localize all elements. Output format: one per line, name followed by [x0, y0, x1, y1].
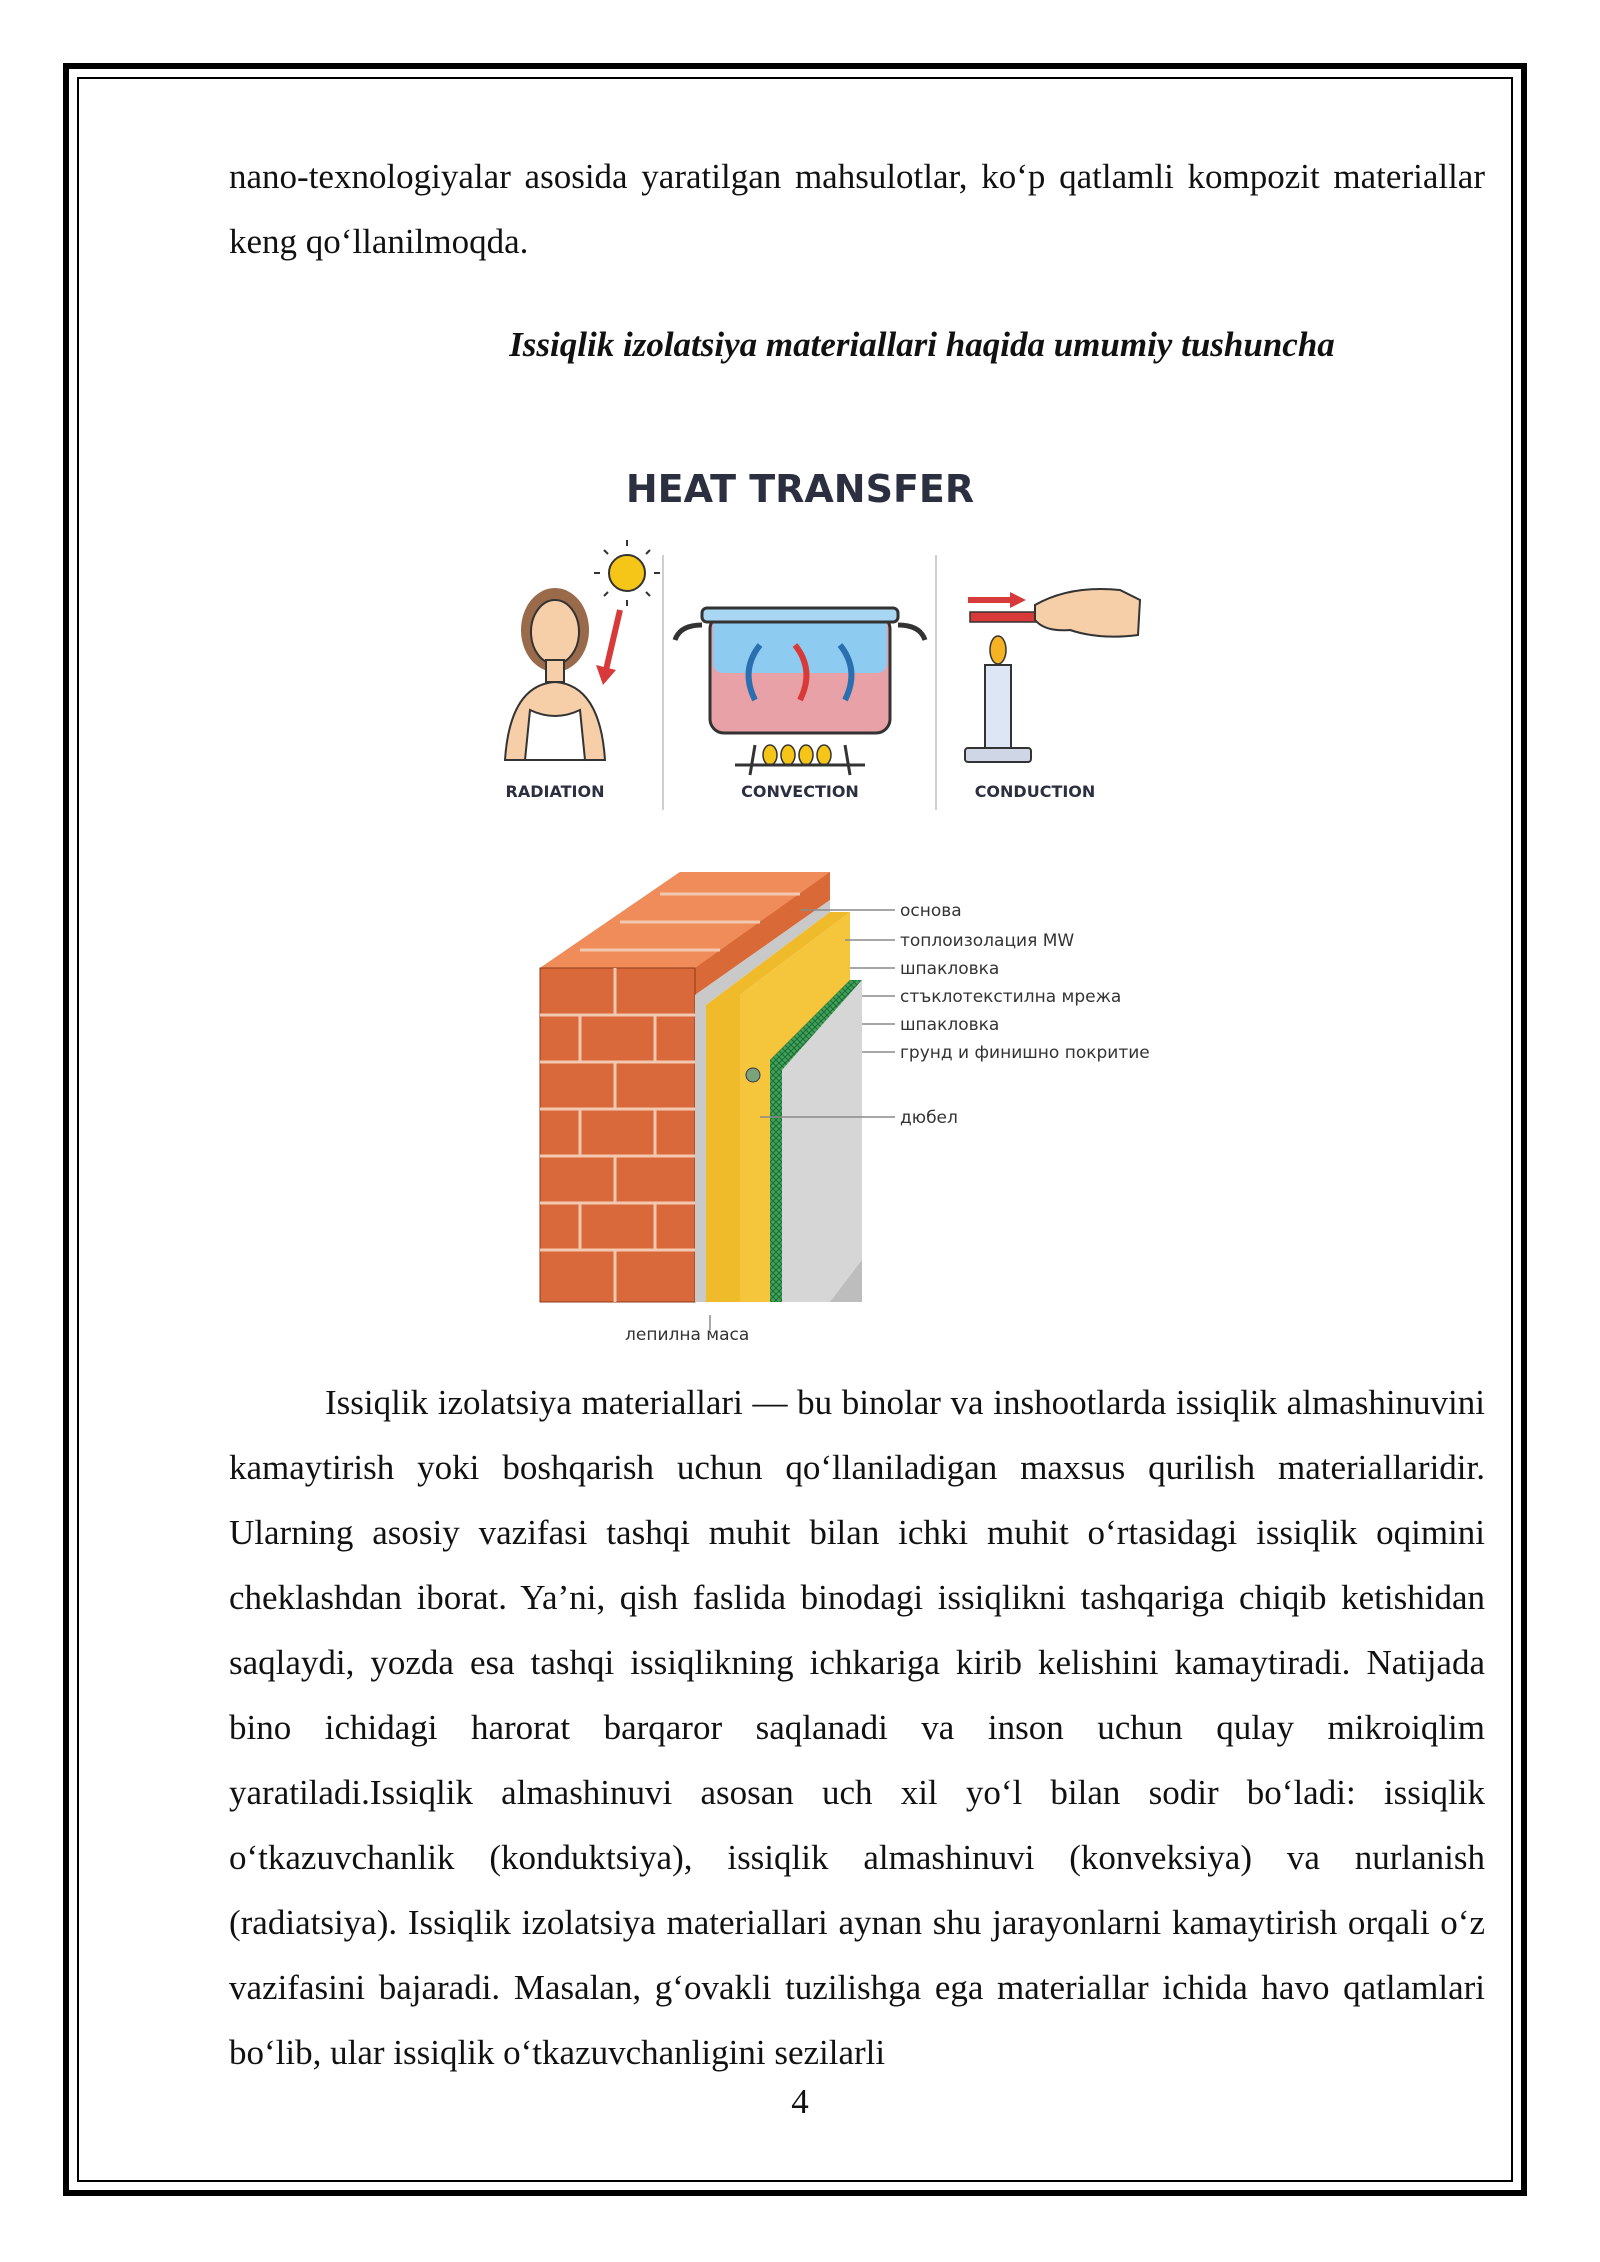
wall-label-2: топлоизолация MW — [900, 931, 1075, 951]
wall-label-4: стъклотекстилна мрежа — [900, 987, 1122, 1007]
conduction-candle-icon — [965, 589, 1140, 801]
convection-pot-icon — [675, 608, 925, 801]
label-radiation: RADIATION — [505, 782, 605, 801]
radiation-person-icon — [505, 540, 660, 801]
paragraph-intro: nano-texnologiyalar asosida yaratilgan mahsulotlar, koʻp qatlamli kompozit materiallar keng qoʻllanilmoqda. — [229, 157, 1485, 261]
wall-label-6: грунд и финишно покритие — [900, 1043, 1150, 1063]
wall-insulation-diagram — [540, 872, 1150, 1345]
figure-illustrations — [470, 460, 1210, 1360]
section-heading: Issiqlik izolatsiya materiallari haqida umumiy tushuncha — [509, 325, 1335, 364]
figure-svg — [470, 460, 1210, 1360]
wall-label-8: лепилна маса — [625, 1325, 750, 1345]
heat-transfer-title: HEAT TRANSFER — [625, 467, 975, 511]
page-number: 4 — [791, 2082, 809, 2121]
wall-label-7: дюбел — [900, 1108, 958, 1128]
wall-label-5: шпакловка — [900, 1015, 1000, 1035]
paragraph-main: Issiqlik izolatsiya materiallari — bu binolar va inshootlarda issiqlik almashinuvini kamaytirish yoki boshqarish uchun qoʻllaniladigan maxsus qurilish materiallaridir. Ularning asosiy vazifasi tashqi muhit bilan ichki muhit oʻrtasidagi issiqlik oqimini cheklashdan iborat. Ya’ni, qish faslida binodagi issiqlikni tashqariga chiqib ketishidan saqlaydi, yozda esa tashqi issiqlikning ichkariga kirib kelishini kamaytiradi. Natijada bino ichidagi harorat barqaror saqlanadi va inson uchun qulay mikroiqlim yaratiladi.Issiqlik almashinuvi asosan uch xil yoʻl bilan sodir boʻladi: issiqlik oʻtkazuvchanlik (konduktsiya), issiqlik almashinuvi (konveksiya) va nurlanish (radiatsiya). Issiqlik izolatsiya materiallari aynan shu jarayonlarni kamaytirish orqali oʻz vazifasini bajaradi. Masalan, gʻovakli tuzilishga ega materiallar ichida havo qatlamlari boʻlib, ular issiqlik oʻtkazuvchanligini sezilarli — [229, 1383, 1485, 2072]
label-conduction: CONDUCTION — [974, 782, 1096, 801]
wall-label-3: шпакловка — [900, 959, 1000, 979]
label-convection: CONVECTION — [741, 782, 859, 801]
heat-transfer-illustration — [505, 467, 1140, 810]
wall-label-1: основа — [900, 901, 962, 921]
